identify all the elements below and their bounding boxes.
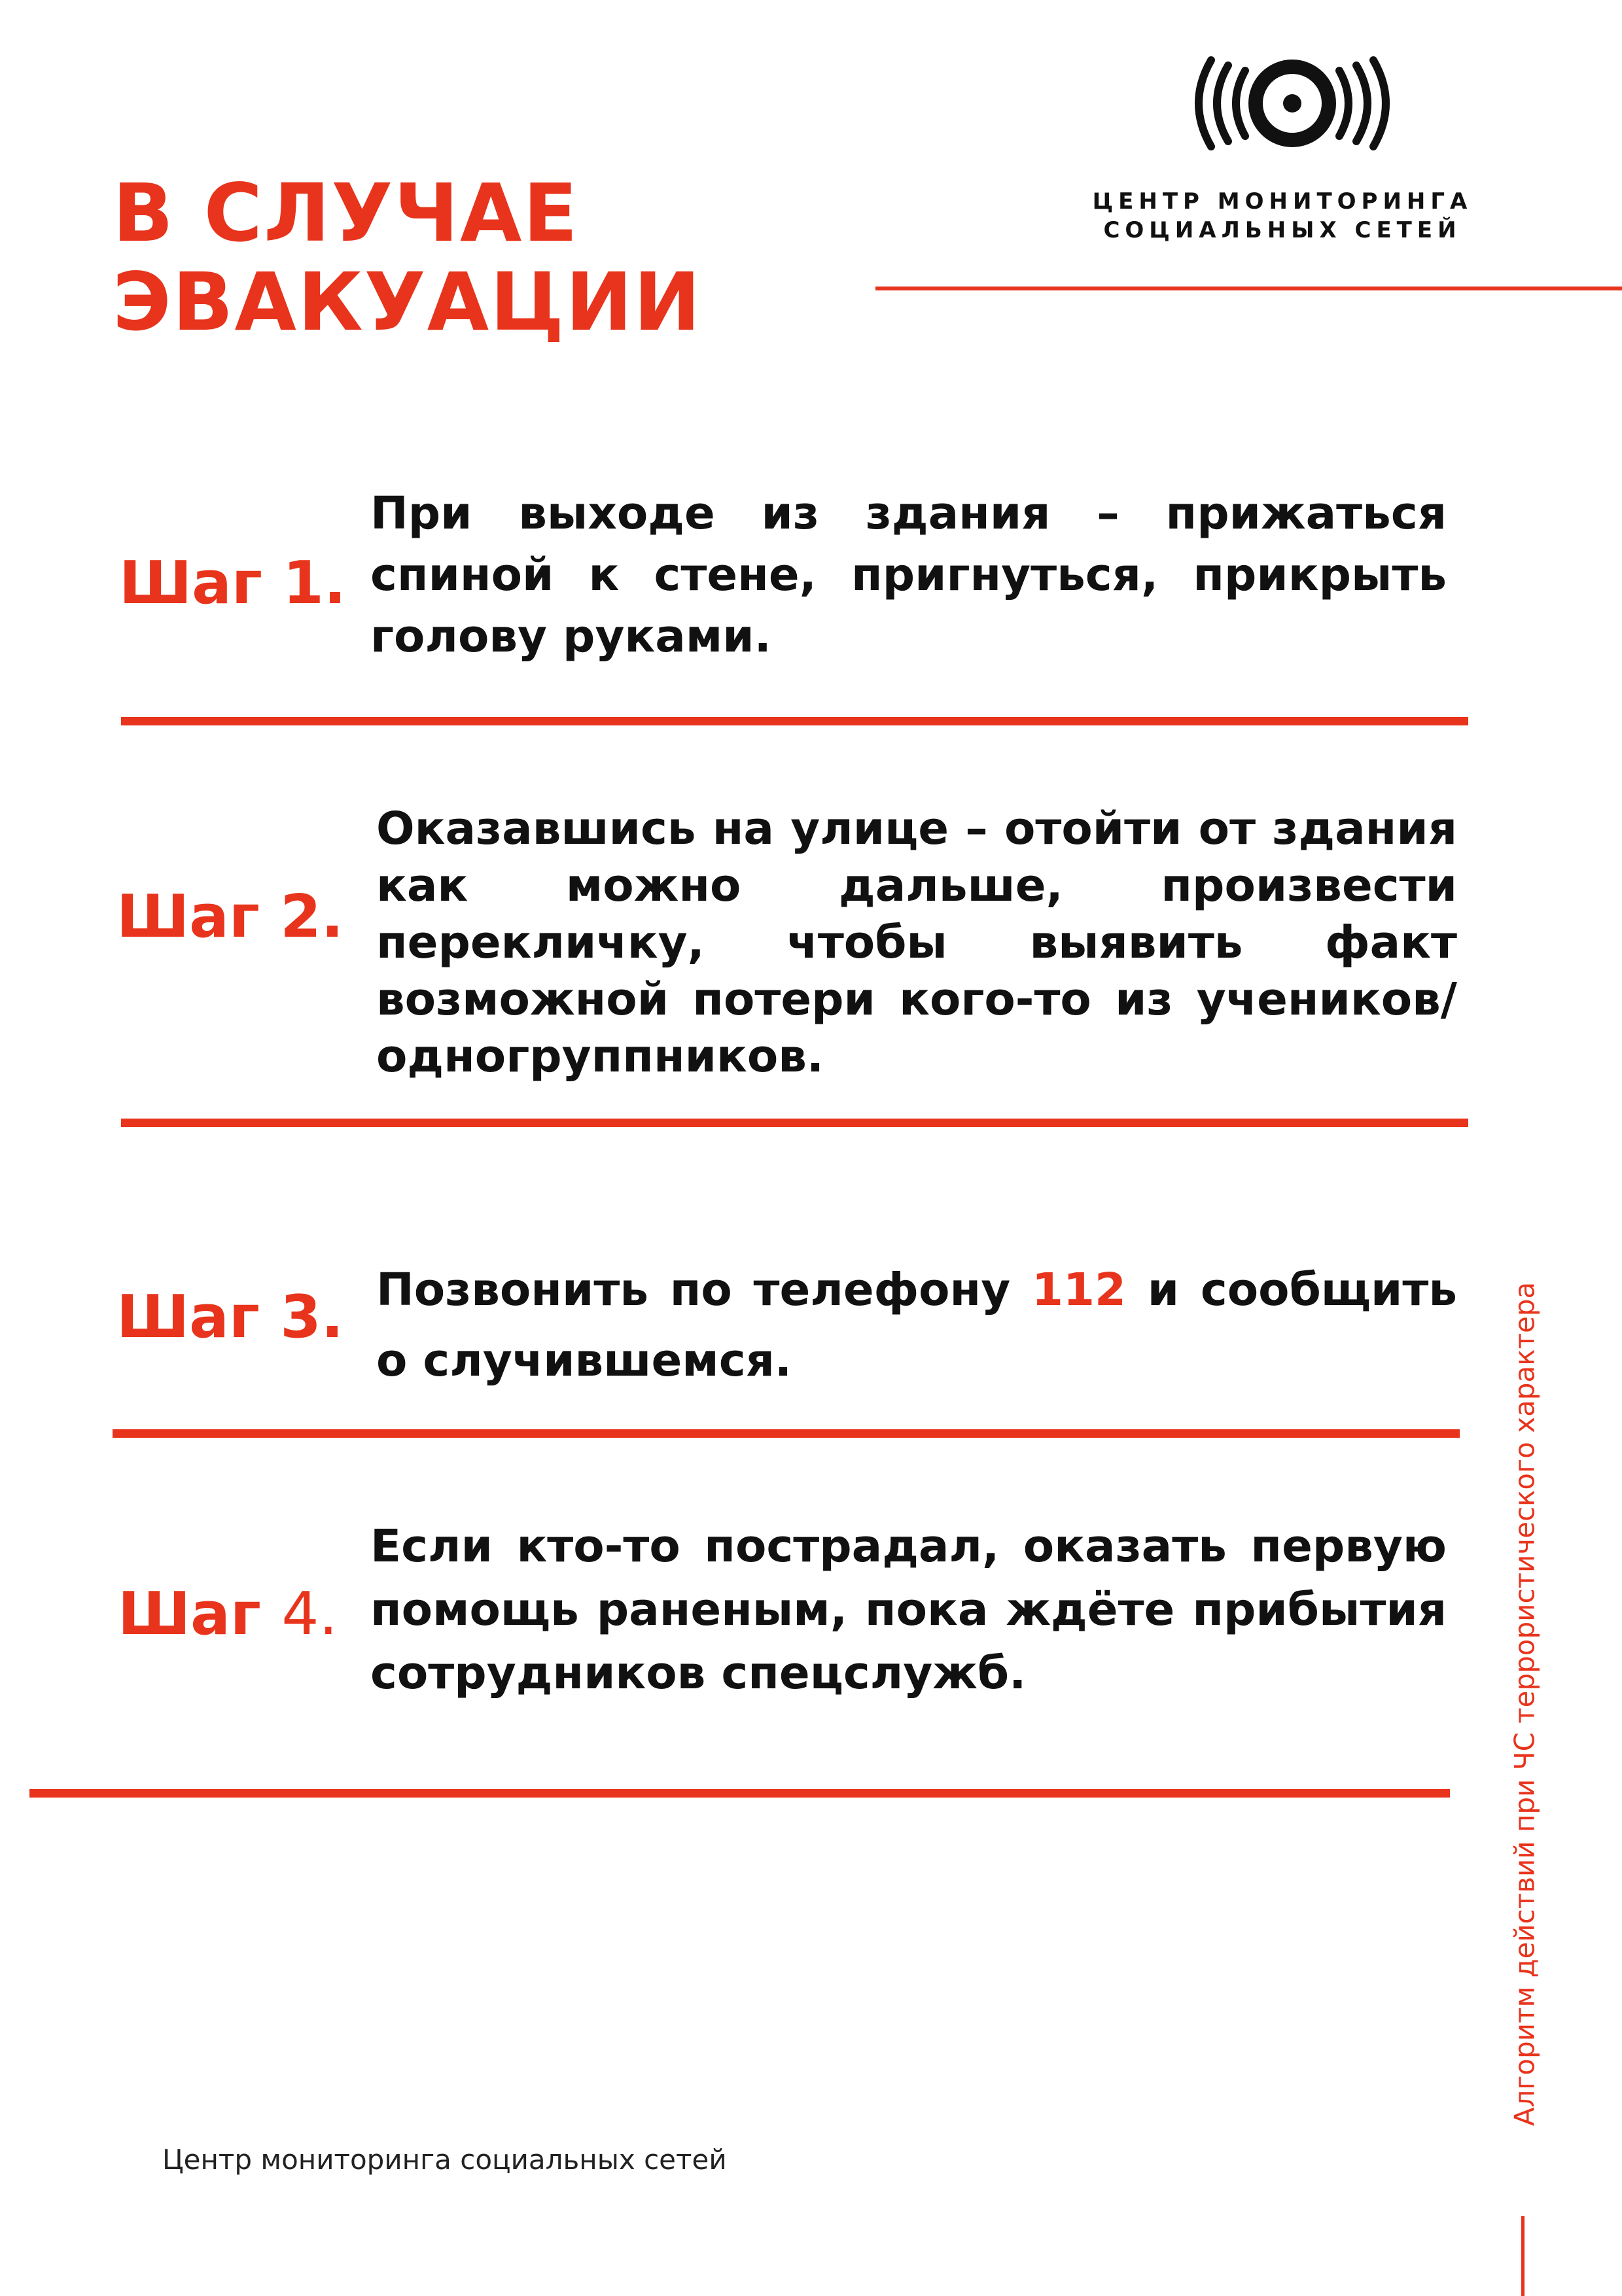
- step-2-divider: [121, 1119, 1468, 1127]
- step-2-text: Оказавшись на улице – отойти от здания как можно дальше, произвести перекличку, чтобы выявить факт возможной потери кого-то из учеников/одногруппников.: [376, 803, 1457, 1083]
- footer-organization-name: Центр мониторинга социальных сетей: [162, 2144, 727, 2176]
- step-4-label-number: 4.: [281, 1580, 338, 1648]
- step-3-divider: [113, 1429, 1460, 1438]
- step-4-text: Если кто-то пострадал, оказать первую помощь раненым, пока ждёте прибытия сотрудников спецслужб.: [370, 1520, 1447, 1699]
- step-2-label: Шаг 2.: [116, 882, 344, 951]
- step-4-divider: [29, 1789, 1450, 1798]
- side-caption: Алгоритм действий при ЧС террористического характера: [1508, 1281, 1541, 2127]
- organization-name-line-2: СОЦИАЛЬНЫХ СЕТЕЙ: [1103, 217, 1462, 243]
- title-line-1: В СЛУЧАЕ: [113, 167, 579, 260]
- step-1-divider: [121, 717, 1468, 725]
- step-3-label: Шаг 3.: [116, 1283, 344, 1351]
- side-caption-container: [1505, 1223, 1544, 2185]
- step-3-text: [376, 1255, 1457, 1396]
- step-1-label: Шаг 1.: [119, 549, 347, 617]
- step-3-text-after: и сообщить о случившемся.: [376, 1264, 1457, 1387]
- organization-name-line-1: ЦЕНТР МОНИТОРИНГА: [1092, 188, 1473, 215]
- page-title: [113, 169, 702, 347]
- step-4-label: [118, 1582, 338, 1647]
- broadcast-signal-icon: [1188, 51, 1397, 156]
- title-line-2: ЭВАКУАЦИИ: [113, 256, 702, 349]
- side-caption-rule: [1521, 2216, 1525, 2296]
- emergency-phone-number: 112: [1031, 1264, 1126, 1316]
- header-divider: [875, 287, 1622, 290]
- step-1-text: При выходе из здания – прижаться спиной к стене, пригнуться, прикрыть голову руками.: [370, 487, 1447, 663]
- step-4-label-word: Шаг: [118, 1580, 261, 1648]
- organization-name: [1073, 187, 1492, 245]
- step-3-text-before: Позвонить по телефону: [376, 1264, 1011, 1316]
